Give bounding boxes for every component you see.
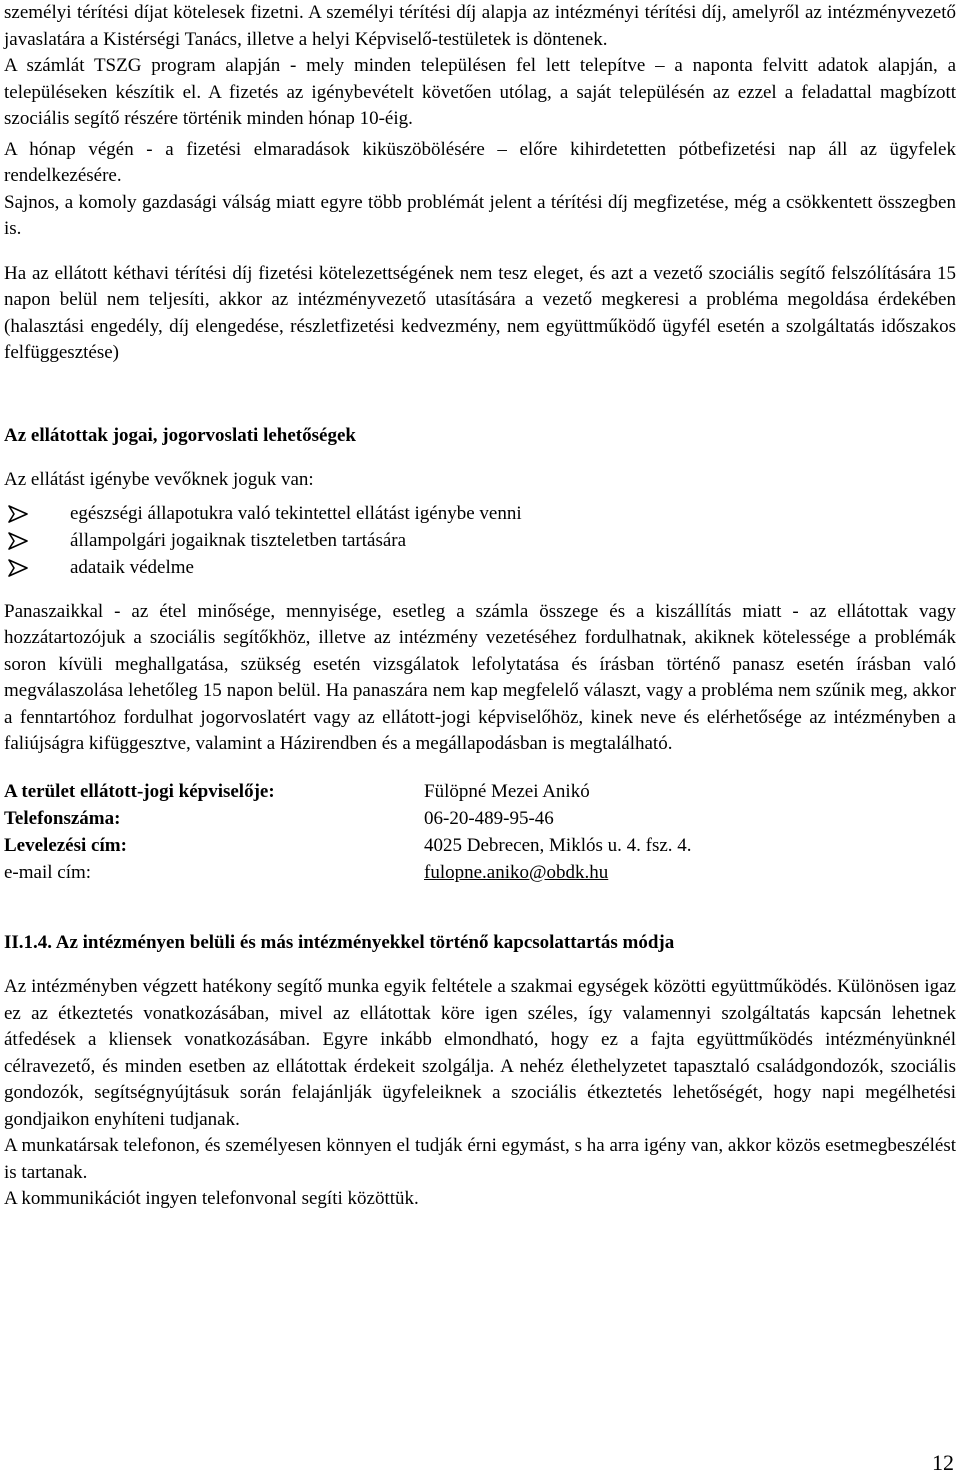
- list-item: [4, 527, 956, 554]
- table-row: [4, 778, 692, 805]
- paragraph-month-end: A hónap végén - a fizetési elmaradások kiküszöbölésére – előre kihirdetetten pótbefizetési nap áll az ügyfelek rendelkezésére.: [4, 138, 956, 186]
- rights-intro: Az ellátást igénybe vevőknek joguk van:: [4, 469, 314, 490]
- paragraph-staff-contact: A munkatársak telefonon, és személyesen könnyen el tudják érni egymást, s ha arra igény van, akkor közös esetmegbeszélést is tartanak.: [4, 1135, 956, 1183]
- contact-email-link[interactable]: fulopne.aniko@obdk.hu: [424, 861, 609, 883]
- paragraph-non-payment: Ha az ellátott kéthavi térítési díj fizetési kötelezettségének nem tesz eleget, és azt a vezető szociális segítő felszólítására 15 napon belül nem teljesíti, akkor az intézményvezető utasítására a vezető megkeresi a probléma megoldása érdekében (halasztási engedély, díj elengedése, részletfizetési kedvezmény, nem együttműködő ügyfél esetén a szolgáltatás időszakos felfüggesztése): [4, 262, 956, 363]
- paragraph-cooperation: Az intézményben végzett hatékony segítő munka egyik feltétele a szakmai egységek közötti együttműködés. Különösen igaz ez az étkeztetés vonatkozásában, mivel az ellátottak köre igen széles, így valamennyi szolgáltatás kapcsán lehetnek átfedések a kliensek vonatkozásában. Egyre inkább elmondható, hogy ez a fajta együttműködés intézményünknél célravezető, és minden esetben az ellátottak érdekeit szolgálja. A nehéz élethelyzetet tapasztaló családgondozók, szociális gondozók, segítségnyújtásuk során felajánlják ügyfeleiknek a szociális étkeztetés lehetőségét, hogy napi megélhetési gondjaikon enyhíteni tudjanak.: [4, 976, 956, 1130]
- table-row: [4, 832, 692, 859]
- arrow-bullet-icon: [8, 559, 28, 577]
- contact-value-address: 4025 Debrecen, Miklós u. 4. fsz. 4.: [424, 834, 692, 856]
- list-item-text: állampolgári jogaiknak tiszteletben tartására: [70, 529, 407, 551]
- section-heading-contact: II.1.4. Az intézményen belüli és más intézményekkel történő kapcsolattartás módja: [4, 931, 675, 953]
- list-item: [4, 500, 956, 527]
- section-heading-rights: Az ellátottak jogai, jogorvoslati lehetőségek: [4, 424, 356, 446]
- contact-label-phone: Telefonszáma:: [4, 807, 121, 829]
- table-row: [4, 859, 692, 886]
- contact-value-phone: 06-20-489-95-46: [424, 807, 554, 829]
- table-row: [4, 805, 692, 832]
- paragraph-invoice: A számlát TSZG program alapján - mely minden településen fel lett telepítve – a naponta felvitt adatok alapján, a településeken készítik el. A fizetés az igénybevételt követően utólag, a saját településén az ezzel a feladattal magbízott szociális segítő részére történik minden hónap 10-éig.: [4, 55, 956, 129]
- arrow-bullet-icon: [8, 532, 28, 550]
- paragraph-complaints: Panaszaikkal - az étel minősége, mennyisége, esetleg a számla összege és a kiszállítás miatt - az ellátottak vagy hozzátartozójuk a szociális segítőkhöz, illetve az intézmény vezetéséhez fordulhatnak, akiknek kötelessége a problémák soron kívüli meghallgatása, szükség esetén vizsgálatok lefolytatása és írásban történő panasz esetén írásban való megválaszolása lehetőleg 15 napon belül. Ha panaszára nem kap megfelelő választ, vagy a probléma nem szűnik meg, akkor a fenntartóhoz fordulhat jogorvoslatért vagy az ellátott-jogi képviselőhöz, kinek neve és elérhetősége az intézményben a faliújságra kifüggesztve, valamint a Házirendben és a megállapodásban is megtalálható.: [4, 600, 956, 754]
- document-page: [4, 0, 956, 1213]
- rights-list: [4, 500, 956, 581]
- paragraph-fee-basis: személyi térítési díjat kötelesek fizetni. A személyi térítési díj alapja az intézményi térítési díj, amelyről az intézményvezető javaslatára a Kistérségi Tanács, illetve a helyi Képviselő-testületek is döntenek.: [4, 2, 956, 50]
- contact-label-address: Levelezési cím:: [4, 834, 127, 856]
- arrow-bullet-icon: [8, 505, 28, 523]
- contact-label-representative: A terület ellátott-jogi képviselője:: [4, 780, 275, 802]
- list-item-text: egészségi állapotukra való tekintettel ellátást igénybe venni: [70, 502, 522, 524]
- contact-table: [4, 778, 692, 886]
- contact-value-representative: Fülöpné Mezei Anikó: [424, 780, 590, 802]
- paragraph-free-phone: A kommunikációt ingyen telefonvonal segíti közöttük.: [4, 1188, 419, 1209]
- list-item-text: adataik védelme: [70, 556, 194, 578]
- page-number: 12: [932, 1450, 954, 1475]
- contact-label-email: e-mail cím:: [4, 861, 92, 883]
- paragraph-crisis: Sajnos, a komoly gazdasági válság miatt egyre több problémát jelent a térítési díj megfizetése, még a csökkentett összegben is.: [4, 191, 956, 239]
- list-item: [4, 554, 956, 581]
